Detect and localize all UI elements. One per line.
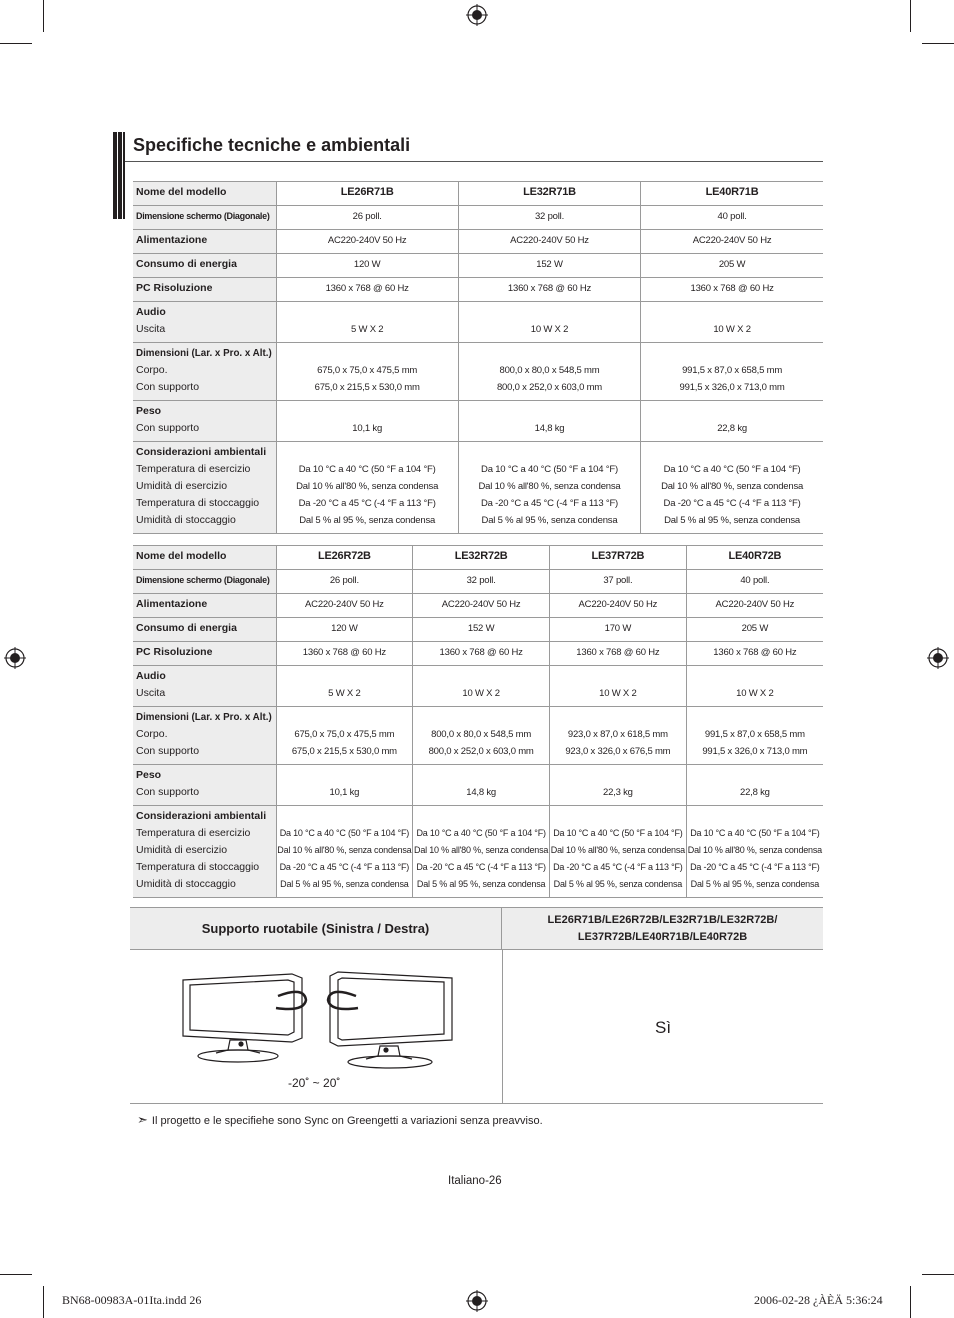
table-cell: 10 W X 2 [458, 302, 640, 343]
model-name: LE40R71B [641, 182, 823, 206]
table-cell: 991,5 x 87,0 x 658,5 mm 991,5 x 326,0 x 713,0 mm [686, 707, 823, 765]
table-row [133, 254, 823, 278]
table-cell: 32 poll. [458, 206, 640, 230]
table-cell: Da 10 °C a 40 °C (50 °F a 104 °F) Dal 10 % all'80 %, senza condensa Da -20 °C a 45 °C (-4 °F a 113 °F) Dal 5 % al 95 %, senza condensa [276, 442, 458, 534]
table-cell: 10 W X 2 [550, 666, 687, 707]
row-label: Dimensioni (Lar. x Pro. x Alt.) Corpo. Con supporto [133, 707, 276, 765]
table-cell: 22,3 kg [550, 765, 687, 806]
table-cell: AC220-240V 50 Hz [276, 230, 458, 254]
table-row [133, 278, 823, 302]
table-row [133, 442, 823, 534]
crop-mark [43, 1286, 44, 1318]
table-row [133, 642, 823, 666]
table-row [133, 707, 823, 765]
table-cell: 5 W X 2 [276, 302, 458, 343]
row-label: Audio Uscita [133, 666, 276, 707]
crop-mark [922, 1274, 954, 1275]
table-row [133, 401, 823, 442]
table-cell: 14,8 kg [413, 765, 550, 806]
table-cell: 205 W [686, 618, 823, 642]
model-name: LE32R72B [413, 546, 550, 570]
table-cell: 1360 x 768 @ 60 Hz [641, 278, 823, 302]
footer-timestamp: 2006-02-28 ¿ÀÈÄ 5:36:24 [754, 1293, 883, 1307]
table-cell: 26 poll. [276, 206, 458, 230]
swivel-angle-label: -20˚ ~ 20˚ [288, 1076, 341, 1090]
table-cell: 800,0 x 80,0 x 548,5 mm 800,0 x 252,0 x 603,0 mm [413, 707, 550, 765]
swivel-availability: Sì [655, 1018, 672, 1037]
row-label: PC Risoluzione [133, 278, 276, 302]
table-cell: 800,0 x 80,0 x 548,5 mm 800,0 x 252,0 x 603,0 mm [458, 343, 640, 401]
table-cell: 120 W [276, 618, 413, 642]
table-cell: Da 10 °C a 40 °C (50 °F a 104 °F) Dal 10 % all'80 %, senza condensa Da -20 °C a 45 °C (-4 °F a 113 °F) Dal 5 % al 95 %, senza condensa [641, 442, 823, 534]
spec-table-r72b [133, 545, 823, 898]
row-label: Considerazioni ambientali Temperatura di esercizio Umidità di esercizio Temperatura di stoccaggio Umidità di stoccaggio [133, 806, 276, 898]
table-cell: 22,8 kg [686, 765, 823, 806]
row-label: Alimentazione [133, 230, 276, 254]
row-label: Peso Con supporto [133, 765, 276, 806]
table-row [133, 594, 823, 618]
page-title: Specifiche tecniche e ambientali [133, 135, 411, 155]
table-cell: 1360 x 768 @ 60 Hz [686, 642, 823, 666]
table-row [133, 546, 823, 570]
table-cell: 10,1 kg [276, 401, 458, 442]
table-cell: AC220-240V 50 Hz [686, 594, 823, 618]
table-cell: 32 poll. [413, 570, 550, 594]
row-label: Consumo di energia [133, 618, 276, 642]
row-label: Alimentazione [133, 594, 276, 618]
page-number: Italiano-26 [448, 1175, 502, 1187]
registration-mark-icon [927, 647, 949, 669]
table-cell: 1360 x 768 @ 60 Hz [550, 642, 687, 666]
row-label: Peso Con supporto [133, 401, 276, 442]
table-row [133, 182, 823, 206]
table-row [133, 570, 823, 594]
table-cell: 10 W X 2 [686, 666, 823, 707]
row-label: Dimensioni (Lar. x Pro. x Alt.) Corpo. Con supporto [133, 343, 276, 401]
row-label: Consumo di energia [133, 254, 276, 278]
registration-mark-icon [466, 4, 488, 26]
row-label: Audio Uscita [133, 302, 276, 343]
title-accent-bar [113, 132, 125, 219]
table-cell: AC220-240V 50 Hz [641, 230, 823, 254]
title-divider [125, 161, 823, 162]
table-row [133, 618, 823, 642]
table-cell: 1360 x 768 @ 60 Hz [276, 642, 413, 666]
table-cell: AC220-240V 50 Hz [550, 594, 687, 618]
swivel-header-label: Supporto ruotabile (Sinistra / Destra) [130, 908, 502, 950]
table-cell: 675,0 x 75,0 x 475,5 mm 675,0 x 215,5 x 530,0 mm [276, 343, 458, 401]
table-cell: 40 poll. [641, 206, 823, 230]
model-name: LE40R72B [686, 546, 823, 570]
row-label: Dimensione schermo (Diagonale) [133, 206, 276, 230]
model-name: LE26R72B [276, 546, 413, 570]
table-cell: 37 poll. [550, 570, 687, 594]
table-cell: 14,8 kg [458, 401, 640, 442]
table-cell: 10,1 kg [276, 765, 413, 806]
table-cell: 1360 x 768 @ 60 Hz [276, 278, 458, 302]
table-cell: 10 W X 2 [641, 302, 823, 343]
table-row [133, 206, 823, 230]
table-row [133, 666, 823, 707]
table-row [133, 806, 823, 898]
swivel-tv-illustration-icon [180, 960, 460, 1075]
crop-mark [910, 0, 911, 32]
model-name: LE26R71B [276, 182, 458, 206]
table-row [133, 230, 823, 254]
swivel-stand-table [130, 907, 823, 1104]
table-cell: AC220-240V 50 Hz [413, 594, 550, 618]
table-cell: 5 W X 2 [276, 666, 413, 707]
table-cell: Da 10 °C a 40 °C (50 °F a 104 °F) Dal 10 % all'80 %, senza condensa Da -20 °C a 45 °C (-4 °F a 113 °F) Dal 5 % al 95 %, senza condensa [413, 806, 550, 898]
crop-mark [922, 43, 954, 44]
row-label: Considerazioni ambientali Temperatura di esercizio Umidità di esercizio Temperatura di stoccaggio Umidità di stoccaggio [133, 442, 276, 534]
swivel-column-divider [502, 950, 503, 1104]
note-arrow-icon: ➣ [137, 1112, 148, 1127]
crop-mark [910, 1286, 911, 1318]
table-cell: 923,0 x 87,0 x 618,5 mm 923,0 x 326,0 x 676,5 mm [550, 707, 687, 765]
table-cell: 152 W [458, 254, 640, 278]
table-cell: 152 W [413, 618, 550, 642]
table-cell: 991,5 x 87,0 x 658,5 mm 991,5 x 326,0 x 713,0 mm [641, 343, 823, 401]
model-name: LE32R71B [458, 182, 640, 206]
row-label: Nome del modello [133, 546, 276, 570]
table-cell: 26 poll. [276, 570, 413, 594]
row-label: PC Risoluzione [133, 642, 276, 666]
table-cell: 205 W [641, 254, 823, 278]
table-cell: 10 W X 2 [413, 666, 550, 707]
crop-mark [0, 43, 32, 44]
registration-mark-icon [4, 647, 26, 669]
table-cell: Da 10 °C a 40 °C (50 °F a 104 °F) Dal 10 % all'80 %, senza condensa Da -20 °C a 45 °C (-4 °F a 113 °F) Dal 5 % al 95 %, senza condensa [686, 806, 823, 898]
swivel-header-models: LE26R71B/LE26R72B/LE32R71B/LE32R72B/ LE37R72B/LE40R71B/LE40R72B [502, 908, 823, 950]
table-cell: 22,8 kg [641, 401, 823, 442]
table-cell: 1360 x 768 @ 60 Hz [458, 278, 640, 302]
model-name: LE37R72B [550, 546, 687, 570]
table-cell: Da 10 °C a 40 °C (50 °F a 104 °F) Dal 10 % all'80 %, senza condensa Da -20 °C a 45 °C (-4 °F a 113 °F) Dal 5 % al 95 %, senza condensa [458, 442, 640, 534]
table-row [133, 765, 823, 806]
table-cell: AC220-240V 50 Hz [276, 594, 413, 618]
table-cell: 675,0 x 75,0 x 475,5 mm 675,0 x 215,5 x 530,0 mm [276, 707, 413, 765]
table-row [133, 302, 823, 343]
table-cell: 170 W [550, 618, 687, 642]
table-cell: 40 poll. [686, 570, 823, 594]
crop-mark [43, 0, 44, 32]
table-cell: AC220-240V 50 Hz [458, 230, 640, 254]
row-label: Nome del modello [133, 182, 276, 206]
spec-note: ➣ Il progetto e le specifiehe sono Sync on Greengetti a variazioni senza preavviso. [137, 1112, 543, 1127]
table-row [133, 343, 823, 401]
footer-file-name: BN68-00983A-01Ita.indd 26 [62, 1293, 202, 1307]
row-label: Dimensione schermo (Diagonale) [133, 570, 276, 594]
table-cell: Da 10 °C a 40 °C (50 °F a 104 °F) Dal 10 % all'80 %, senza condensa Da -20 °C a 45 °C (-4 °F a 113 °F) Dal 5 % al 95 %, senza condensa [276, 806, 413, 898]
table-cell: 1360 x 768 @ 60 Hz [413, 642, 550, 666]
registration-mark-icon [466, 1290, 488, 1312]
table-cell: 120 W [276, 254, 458, 278]
table-cell: Da 10 °C a 40 °C (50 °F a 104 °F) Dal 10 % all'80 %, senza condensa Da -20 °C a 45 °C (-4 °F a 113 °F) Dal 5 % al 95 %, senza condensa [550, 806, 687, 898]
spec-table-r71b [133, 181, 823, 534]
crop-mark [0, 1274, 32, 1275]
